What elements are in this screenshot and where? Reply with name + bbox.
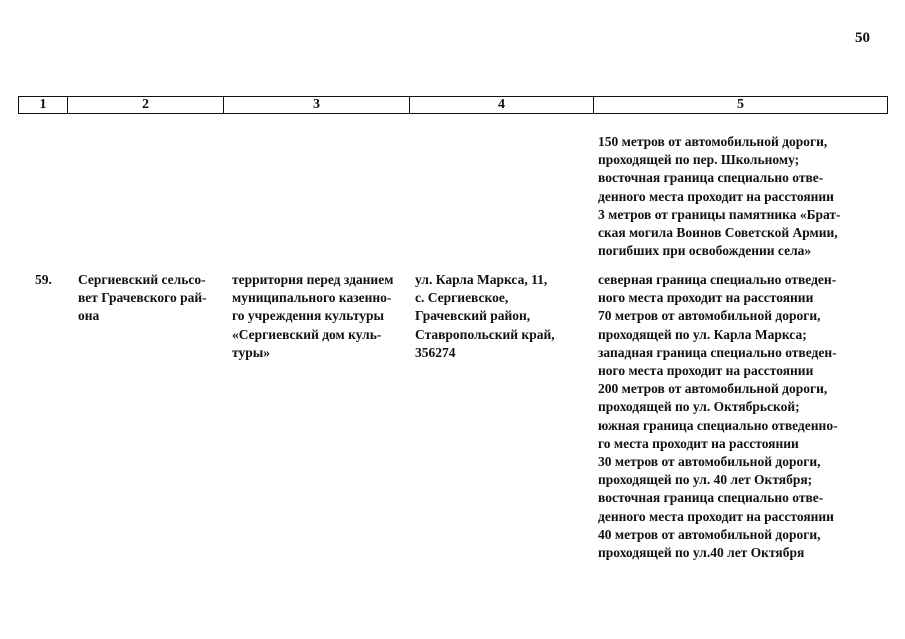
table-header-col-2: 2 — [68, 97, 224, 113]
table-header-col-1: 1 — [19, 97, 68, 113]
continuation-col-5-text: 150 метров от автомобильной дороги, проходящей по пер. Школьному; восточная граница специально отве- денного места проходит на расстоянии 3 метров от границы памятника «Брат- ская могила Воинов Советской Армии, погибших при освобождении села» — [598, 134, 841, 259]
row-settlement: Сергиевский сельсо- вет Грачевского рай- она — [78, 272, 207, 324]
row-territory: территория перед зданием муниципального казенно- го учреждения культуры «Сергиевский дом куль- туры» — [232, 272, 394, 360]
table-header-col-3: 3 — [224, 97, 410, 113]
table-header-col-4: 4 — [410, 97, 594, 113]
table-header-row — [18, 96, 888, 114]
row-number: 59. — [35, 272, 52, 287]
table-header-col-5: 5 — [737, 97, 744, 112]
page-number: 50 — [855, 30, 870, 46]
row-address: ул. Карла Маркса, 11, с. Сергиевское, Грачевский район, Ставропольский край, 356274 — [415, 272, 555, 360]
row-boundaries: северная граница специально отведен- ного места проходит на расстоянии 70 метров от автомобильной дороги, проходящей по ул. Карла Маркса; западная граница специально отведен- ного места проходит на расстоянии 200 метров от автомобильной дороги, проходящей по ул. Октябрьской; южная граница специально отведенно- го места проходит на расстоянии 30 метров от автомобильной дороги, проходящей по ул. 40 лет Октября; восточная граница специально отве- денного места проходит на расстоянии 40 метров от автомобильной дороги, проходящей по ул.40 лет Октября — [598, 272, 838, 561]
